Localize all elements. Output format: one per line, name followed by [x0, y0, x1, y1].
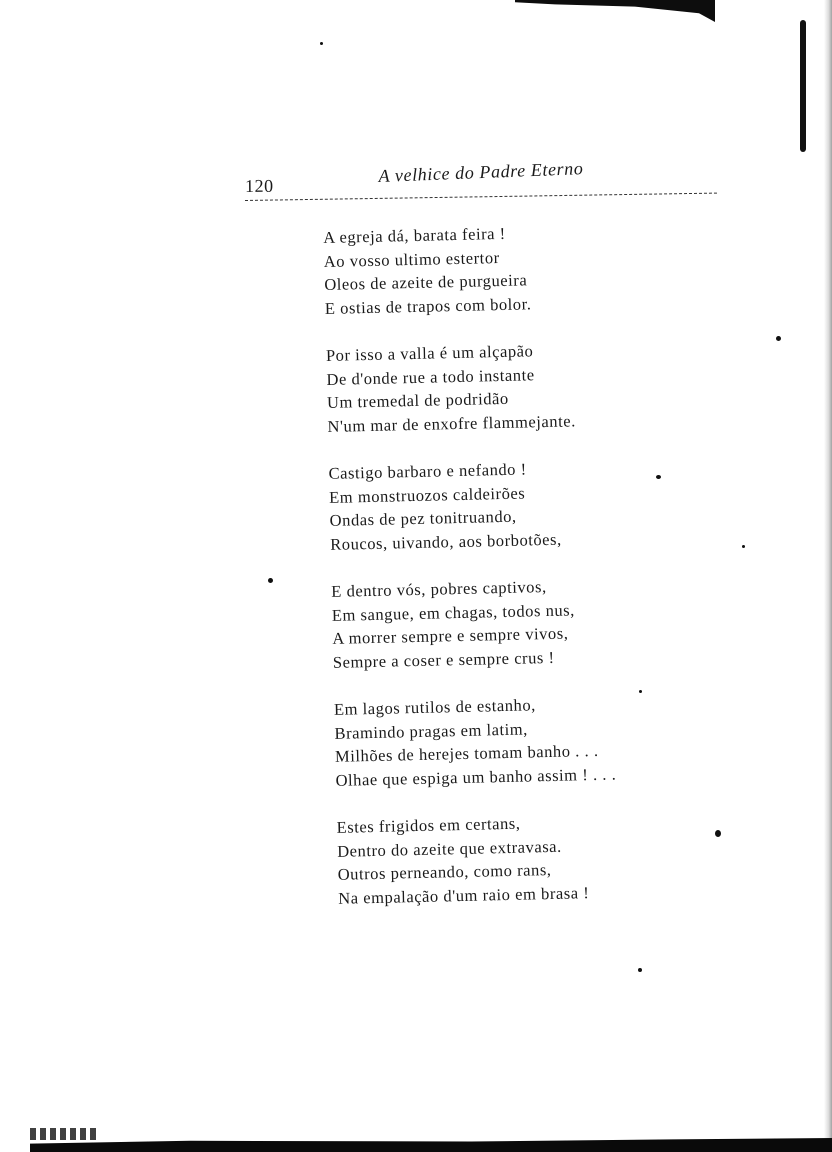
poem-line: Outros perneando, como rans,: [337, 859, 552, 884]
poem-line: N'um mar de enxofre flammejante.: [327, 410, 576, 436]
header-title: A velhice do Padre Eterno: [378, 158, 584, 187]
scan-shadow-bottom: [0, 1128, 832, 1152]
poem-line: Por isso a valla é um alçapão: [325, 341, 534, 365]
stanza: [323, 218, 665, 320]
poem-line: Oleos de azeite de purgueira: [324, 270, 528, 294]
poem-line: Roucos, uivando, aos borbotões,: [329, 529, 562, 554]
poem-line: A egreja dá, barata feira !: [323, 223, 506, 247]
header-rule: [245, 193, 717, 201]
poem-line: Em monstruozos caldeirões: [328, 482, 526, 507]
poem-line: Na empalação d'um raio em brasa !: [338, 882, 590, 908]
running-header: [245, 158, 717, 206]
poem-line: Sempre a coser e sempre crus !: [332, 647, 555, 672]
poem-line: Em lagos rutilos de estanho,: [333, 695, 537, 719]
poem-line: A morrer sempre e sempre vivos,: [332, 623, 569, 648]
stanza: [326, 336, 668, 438]
poem-line: Dentro do azeite que extravasa.: [336, 836, 562, 861]
scan-band: [30, 1138, 832, 1152]
ink-speck: [742, 545, 745, 548]
scan-edge-shadow: [824, 0, 832, 1152]
poem-line: Castigo barbaro e nefando !: [328, 459, 527, 483]
stanza: [336, 808, 678, 910]
poem-line: Em sangue, em chagas, todos nus,: [331, 599, 576, 625]
ink-speck: [320, 42, 323, 45]
page-number: 120: [245, 175, 274, 196]
stanza: [334, 690, 676, 792]
poem-line: E dentro vós, pobres captivos,: [331, 577, 547, 601]
poem-line: Ao vosso ultimo estertor: [323, 247, 500, 271]
scan-edge-mark: [800, 20, 806, 152]
poem-line: Ondas de pez tonitruando,: [329, 506, 517, 530]
poem-line: Olhae que espiga um banho assim ! . . .: [335, 763, 617, 790]
stanza: [331, 572, 673, 674]
poem-line: Um tremedal de podridão: [326, 388, 509, 412]
scan-noise: [30, 1128, 100, 1140]
stanza: [328, 454, 670, 556]
poem-line: E ostias de trapos com bolor.: [324, 293, 532, 318]
scan-shadow-top: [515, 0, 715, 22]
poem-line: Bramindo pragas em latim,: [334, 718, 529, 743]
poem-line: De d'onde rue a todo instante: [326, 364, 535, 389]
ink-speck: [638, 968, 642, 972]
poem-line: Milhões de herejes tomam banho . . .: [334, 740, 599, 766]
ink-speck: [776, 336, 781, 341]
poem: [323, 218, 679, 934]
ink-speck: [268, 578, 273, 583]
ink-speck: [715, 830, 721, 837]
poem-line: Estes frigidos em certans,: [336, 813, 521, 837]
